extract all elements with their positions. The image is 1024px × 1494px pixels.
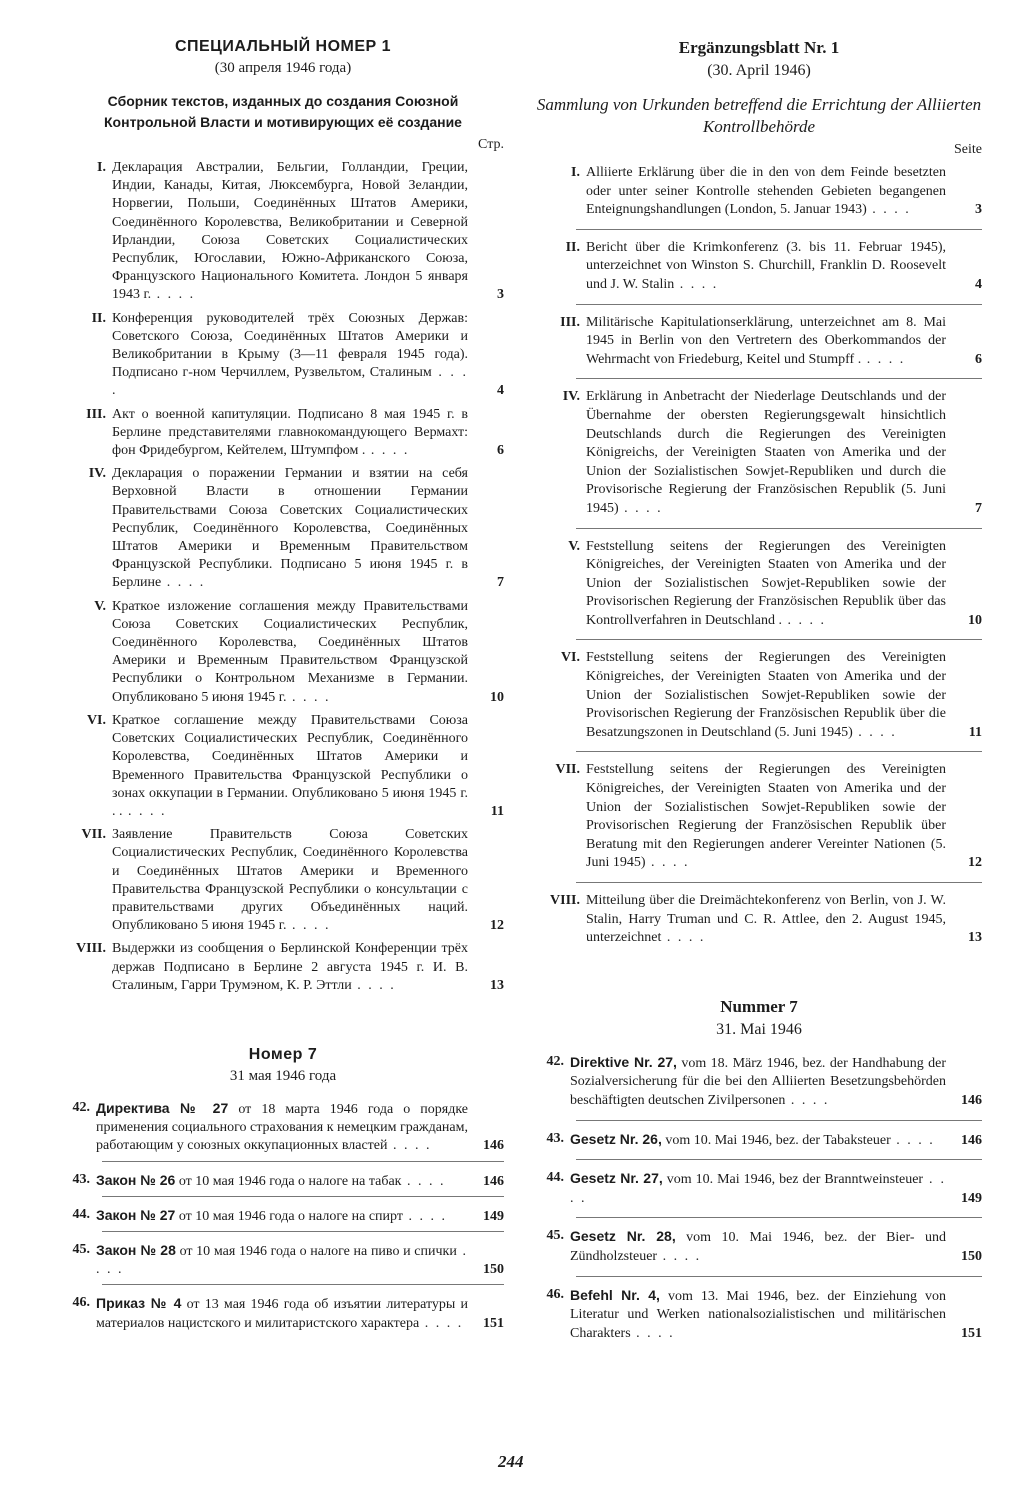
entry-lead: Директива № 27 [96,1099,229,1116]
toc-entry [536,239,982,295]
entry-text [570,1130,946,1151]
toc-entry [536,538,982,631]
entry-page: 4 [497,383,504,399]
entry-description: Декларация о поражении Германии и взятии на себя Верховной Власти в отношении Германии Правительствами Союза Советских Социалистических Республик, Соединённого Королевства, Соединённых Штатов Америки и Временным Правительством Французской Республики. Подписано 5 июня 1945 г. в Берлине [112,466,468,591]
entry-separator [576,378,982,380]
entry-number: 45. [72,1241,90,1257]
entry-page: 3 [497,287,504,303]
entry-number: 44. [546,1170,564,1186]
leader-dots: . . . . [387,1138,432,1154]
entry-page: 7 [497,575,504,591]
entry-text [586,892,946,948]
toc-entry [536,892,982,948]
toc-entry [62,1171,504,1191]
entry-number: 45. [546,1228,564,1244]
ru-issue7-list [62,1099,504,1333]
entry-page: 149 [961,1190,982,1206]
entry-page: 146 [961,1132,982,1148]
entry-text [586,761,946,873]
entry-page: 10 [490,689,504,705]
entry-number: VI. [86,712,106,728]
entry-description: Bericht über die Krimkonferenz (3. bis 11. Februar 1945), unterzeichnet von Winston S. Churchill, Franklin D. Roosevelt und J. W. Stalin [586,239,946,292]
entry-number: 42. [72,1099,90,1115]
entry-page: 146 [961,1092,982,1108]
entry-page: 151 [483,1315,504,1331]
entry-description: Feststellung seitens der Regierungen des Vereinigten Königreiches, der Vereinigten Staaten von Amerika und der Union der Sozialistischen Sowjet-Republiken sowie der Provisorischen Regierung der Französischen Republik über Beratung mit den Regierungen anderer Vereinter Nationen (5. Juni 1945) [586,762,946,871]
entry-page: 13 [968,930,982,946]
toc-entry [62,1206,504,1226]
entry-number: VII. [555,762,580,778]
de-page-column-header: Seite [954,142,982,157]
entry-number: I. [97,160,106,175]
entry-page: 7 [975,500,982,516]
entry-description: Militärische Kapitulationserklärung, unterzeichnet am 8. Mai 1945 in Berlin von den Vertretern des Oberkommandos der Wehrmacht von Friedeburg, Keitel und Stumpff . [586,314,946,367]
toc-entry [62,826,504,935]
entry-text [570,1053,946,1111]
toc-entry [62,940,504,995]
entry-text [570,1286,946,1344]
toc-entry [62,712,504,821]
entry-text [586,164,946,220]
entry-separator [102,1161,504,1163]
de-collection-title: Sammlung von Urkunden betreffend die Errichtung der Alliierten Kontrollbehörde [536,95,982,136]
entry-separator [102,1284,504,1286]
entry-page: 6 [975,351,982,367]
entry-description: от 13 мая 1946 года об изъятии литературы и материалов нацистского и милитаристского характера [96,1297,469,1331]
entry-page: 3 [975,202,982,218]
de-issue7-list [536,1053,982,1344]
page-number: 244 [498,1452,524,1471]
toc-entry [62,465,504,592]
entry-description: vom 10. Mai 1946, bez. der Tabaksteuer [665,1132,891,1148]
entry-number: III. [560,314,580,330]
toc-entry [536,1053,982,1111]
leader-dots: . . . . [674,276,719,292]
entry-number: VIII. [550,893,580,908]
entry-separator [102,1231,504,1233]
entry-page: 6 [497,443,504,459]
entry-page: 146 [483,1138,504,1154]
entry-separator [576,639,982,641]
de-issue-title: Ergänzungsblatt Nr. 1 [678,38,840,57]
entry-page: 150 [483,1262,504,1278]
leader-dots: . . . . [402,1208,447,1224]
entry-description: Конференция руководителей трёх Союзных Держав: Советского Союза, Соединённых Штатов Америки и Великобритании в Крыму (3—11 февраля 1945 года). Подписано г-ном Черчиллем, Рузвельтом, Сталиным [112,310,468,381]
entry-number: VII. [81,827,106,843]
entry-description: vom 13. Mai 1946, bez. der Einziehung von Literatur und Werken nationalsozialistischen und militärischen Charakters [570,1288,947,1341]
toc-entry [536,761,982,873]
entry-number: 44. [72,1206,90,1222]
entry-page: 12 [490,918,504,934]
entry-description: Декларация Австралии, Бельгии, Голландии, Греции, Индии, Канады, Китая, Люксембурга, Новой Зеландии, Норвегии, Польши, Соединённых Штатов Америки, Соединённого Королевства, Великобритании и Северной Ирландии, Союза Советских Социалистических Республик, Югославии, Южно-Африканского Союза, Французского Национального Комитета. Лондон 5 января 1943 г. [112,160,468,303]
toc-entry [536,314,982,370]
leader-dots: . . . . [286,689,331,705]
toc-entry [62,159,504,305]
ru-contents-list [62,159,504,995]
leader-dots: . . . . [657,1248,702,1264]
leader-dots: . . . . [96,1243,469,1278]
entry-number: I. [571,165,580,180]
entry-text [586,388,946,518]
entry-description: Mitteilung über die Dreimächtekonferenz von Berlin, von J. W. Stalin, Harry Truman und C. R. Attlee, den 2. August 1945, unterzeichnet [586,893,946,946]
entry-text [586,239,946,295]
de-issue7-date: 31. Mai 1946 [716,1020,802,1038]
entry-text [586,649,946,742]
entry-page: 10 [968,612,982,628]
leader-dots: . . . . [365,443,410,459]
entry-number: 43. [546,1130,564,1146]
entry-text [112,712,468,821]
entry-separator [576,882,982,884]
toc-entry [536,1169,982,1208]
leader-dots: . . . . [785,1092,830,1108]
entry-separator [576,1217,982,1219]
entry-separator [576,1120,982,1122]
de-issue-date: (30. April 1946) [707,62,811,79]
entry-lead: Закон № 27 [96,1206,176,1223]
entry-page: 13 [490,977,504,993]
entry-text [112,598,468,707]
entry-page: 151 [961,1325,982,1341]
toc-entry [62,1294,504,1332]
toc-entry [62,1099,504,1156]
leader-dots: . . . . [781,612,826,628]
entry-description: Feststellung seitens der Regierungen des Vereinigten Königreiches, der Vereinigten Staaten von Amerika und der Union der Sozialistischen Sowjet-Republiken sowie der Provisorischen Regierung der Französischen Republik über die Besatzungszonen in Deutschland (5. Juni 1945) [586,650,946,740]
leader-dots: . . . . [401,1173,446,1189]
entry-description: Краткое изложение соглашения между Правительствами Союза Советских Социалистических Республик, Соединённого Королевства, Соединённых Штатов Америки и Временным Правительством Французской Республики о Контрольном Механизме в Германии. Опубликовано 5 июня 1945 г. [112,598,468,705]
toc-entry [62,1241,504,1279]
leader-dots: . . . . [151,287,196,303]
toc-entry [62,406,504,461]
leader-dots: . . . . [661,930,706,946]
entry-number: V. [568,538,580,554]
entry-separator [576,1276,982,1278]
entry-page: 4 [975,276,982,292]
entry-lead: Gesetz Nr. 28, [570,1228,676,1245]
de-issue7-title: Nummer 7 [720,996,798,1016]
entry-description: Заявление Правительств Союза Советских Социалистических Республик, Соединённого Королевства и Соединённых Штатов Америки и Временного Правительства Французской Республики о консультации с правительствами других Объединённых наций. Опубликовано 5 июня 1945 г. [112,827,468,934]
ru-issue-title: СПЕЦИАЛЬНЫЙ НОМЕР 1 [174,38,392,55]
entry-description: vom 18. März 1946, bez. der Handhabung der Sozialversicherung für die bei den Alliierten Besetzungsbehörden beschäftigten deutschen Zivilpersonen [570,1055,947,1108]
entry-number: IV. [88,466,106,482]
entry-description: от 10 мая 1946 года о налоге на спирт [178,1208,403,1224]
leader-dots: . . . . [861,351,906,367]
entry-text [570,1169,946,1208]
entry-page: 11 [968,724,982,740]
leader-dots: . . . . [112,365,468,399]
entry-separator [576,528,982,530]
entry-description: Выдержки из сообщения о Берлинской Конференции трёх держав Подписано в Берлине 2 августа 1945 г. И. В. Сталиным, Гарри Трумэном, К. Р. Эттли [112,941,468,993]
entry-text [96,1099,468,1156]
entry-separator [576,229,982,231]
german-column [536,28,982,1352]
toc-entry [536,1130,982,1151]
entry-number: 42. [546,1053,564,1069]
toc-entry [62,310,504,401]
entry-text [570,1227,946,1266]
entry-number: IV. [562,389,580,405]
entry-number: 46. [72,1295,90,1311]
entry-text [112,310,468,401]
toc-entry [62,598,504,707]
entry-text [112,465,468,592]
entry-text [112,826,468,935]
entry-lead: Закон № 26 [96,1171,176,1188]
entry-separator [576,751,982,753]
entry-lead: Direktive Nr. 27, [570,1053,677,1070]
toc-entry [536,649,982,742]
entry-page: 150 [961,1248,982,1264]
entry-separator [102,1196,504,1198]
entry-text [96,1294,468,1332]
entry-description: Alliierte Erklärung über die in den von dem Feinde besetzten oder unter seiner Kontrolle stehenden Gebieten begangenen Enteignungshandlungen (London, 5. Januar 1943) [586,165,946,218]
entry-number: II. [565,239,580,255]
ru-issue7-date: 31 мая 1946 года [229,1067,337,1084]
ru-collection-title: Сборник текстов, изданных до создания Союзной Контрольной Власти и мотивирующих её создание [104,93,462,130]
entry-description: от 10 мая 1946 года о налоге на пиво и спички [179,1243,457,1259]
entry-text [112,940,468,995]
entry-number: 46. [546,1286,564,1302]
toc-entry [536,1227,982,1266]
entry-description: от 18 марта 1946 года о порядке применения социального страхования к немецким гражданам, работающим у союзных оккупационных властей [96,1101,469,1154]
entry-description: Краткое соглашение между Правительствами Союза Советских Социалистических Республик, Соединённого Королевства, Соединённых Штатов Америки и Временного Правительства Французской Республики о зонах оккупации в Германии. Опубликовано 5 июня 1945 г. . . [112,712,468,819]
entry-number: 43. [72,1171,90,1187]
entry-separator [576,1159,982,1161]
leader-dots: . . . . [890,1132,935,1148]
entry-number: II. [91,310,106,326]
ru-issue-date: (30 апреля 1946 года) [214,60,352,76]
entry-lead: Gesetz Nr. 26, [570,1130,662,1147]
entry-lead: Закон № 28 [96,1241,176,1258]
entry-description: Акт о военной капитуляции. Подписано 8 мая 1945 г. в Берлине представителями главнокомандующего Вермахт: фон Фридебургом, Кейтелем, Штумпфом . [112,406,468,459]
entry-text [96,1206,468,1226]
entry-page: 12 [968,855,982,871]
entry-text [112,159,468,305]
entry-text [586,314,946,370]
entry-number: V. [94,598,106,614]
entry-description: vom 10. Mai 1946, bez der Branntweinsteuer [666,1172,924,1188]
entry-number: VI. [560,650,580,666]
entry-separator [576,304,982,306]
entry-description: Feststellung seitens der Regierungen des Vereinigten Königreiches, der Vereinigten Staaten von Amerika und der Union der Sozialistischen Sowjet-Republiken sowie der Provisorischen Regierung der Französischen Republik über das Kontrollverfahren in Deutschland . [586,538,946,628]
entry-description: Erklärung in Anbetracht der Niederlage Deutschlands und der Übernahme der obersten Regierungsgewalt hinsichtlich Deutschlands durch die Regierungen des Vereinigten Königreichs, der Vereinigten Staaten von Amerika und der Union der Sozialistischen Sowjet-Republiken und durch die Provisorische Regierung der Französischen Republik (5. Juni 1945) [586,389,946,516]
leader-dots: . . . . [570,1172,947,1206]
toc-entry [536,388,982,518]
entry-text [112,406,468,461]
ru-issue7-title: Номер 7 [248,1045,318,1063]
russian-column [62,28,504,1338]
entry-description: от 10 мая 1946 года о налоге на табак [178,1173,402,1189]
entry-number: VIII. [76,941,106,957]
entry-number: III. [86,406,106,422]
de-contents-list [536,164,982,948]
entry-lead: Приказ № 4 [96,1295,182,1312]
leader-dots: . . . . [122,803,167,819]
entry-text [586,538,946,631]
entry-description: vom 10. Mai 1946, bez. der Bier- und Zündholzsteuer [570,1230,947,1264]
entry-lead: Gesetz Nr. 27, [570,1170,663,1187]
leader-dots: . . . . [419,1315,464,1331]
leader-dots: . . . . [286,918,331,934]
leader-dots: . . . . [852,724,897,740]
leader-dots: . . . . [161,575,206,591]
leader-dots: . . . . [618,500,663,516]
toc-entry [536,1286,982,1344]
entry-page: 149 [483,1208,504,1224]
ru-page-column-header: Стр. [478,137,504,152]
leader-dots: . . . . [866,202,911,218]
leader-dots: . . . . [351,977,396,993]
entry-page: 146 [483,1173,504,1189]
entry-text [96,1241,468,1279]
entry-text [96,1171,468,1191]
entry-lead: Befehl Nr. 4, [570,1286,660,1303]
entry-page: 11 [490,803,504,819]
leader-dots: . . . . [630,1325,675,1341]
leader-dots: . . . . [645,855,690,871]
toc-entry [536,164,982,220]
